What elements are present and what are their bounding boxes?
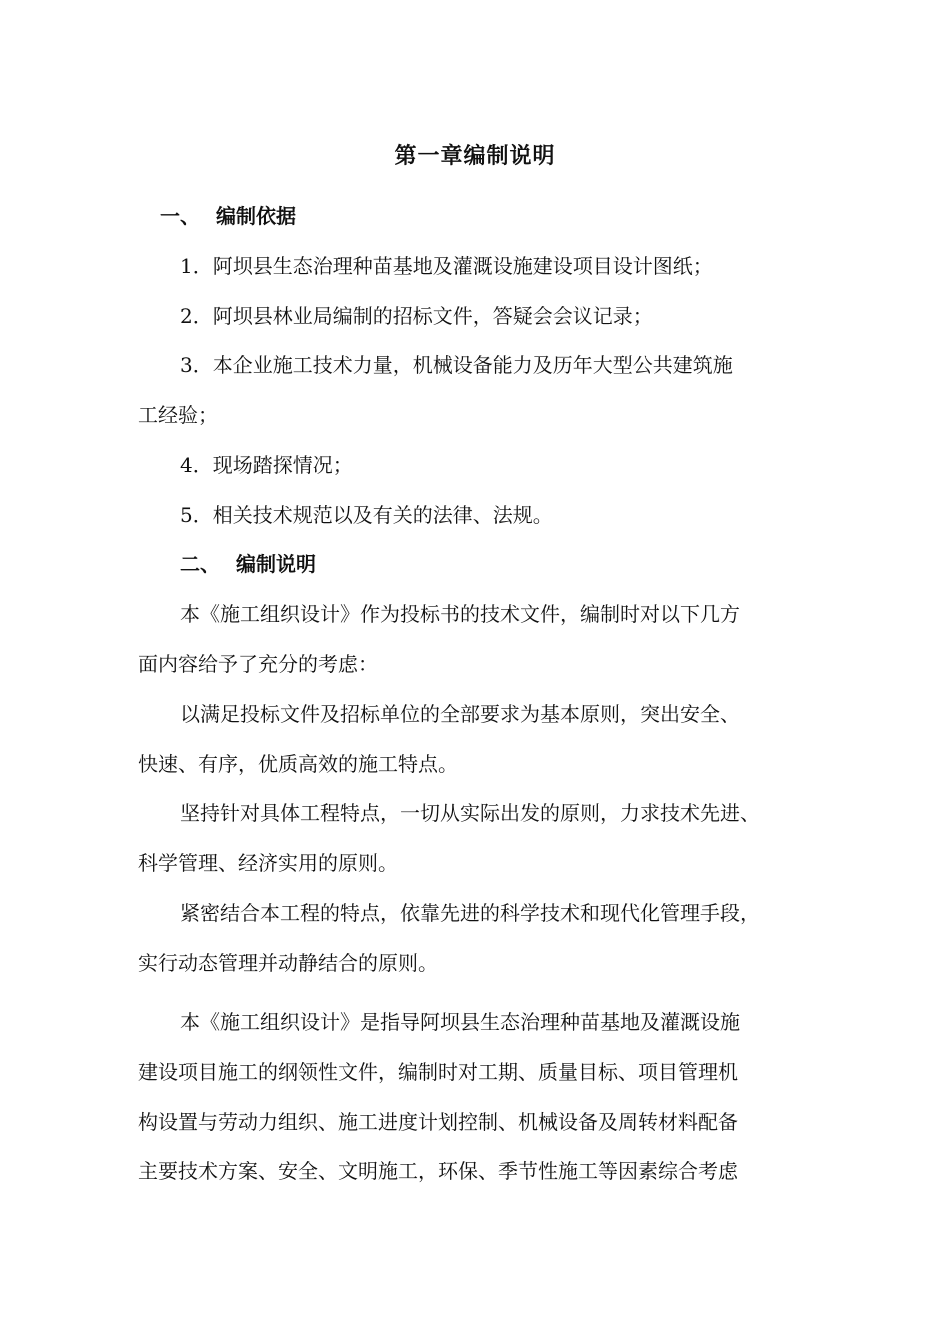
section-title: 编制依据 [216,204,296,228]
paragraph-line: 实行动态管理并动静结合的原则。 [138,951,438,975]
section-number: 一、 [160,204,200,228]
chapter-title: 第一章编制说明 [394,143,556,169]
paragraph-line: 快速、有序，优质高效的施工特点。 [138,752,458,776]
paragraph-line: 紧密结合本工程的特点，依靠先进的科学技术和现代化管理手段， [180,901,760,925]
paragraph-line: 以满足投标文件及招标单位的全部要求为基本原则，突出安全、 [180,702,740,726]
basis-item-1: 1．阿坝县生态治理种苗基地及灌溉设施建设项目设计图纸； [180,254,713,278]
section-title: 编制说明 [236,552,316,576]
section-number: 二、 [180,552,220,576]
paragraph-line: 面内容给予了充分的考虑： [138,652,378,676]
paragraph-line: 主要技术方案、安全、文明施工，环保、季节性施工等因素综合考虑 [138,1159,738,1183]
basis-item-5: 5．相关技术规范以及有关的法律、法规。 [180,503,553,527]
paragraph-line: 构设置与劳动力组织、施工进度计划控制、机械设备及周转材料配备 [138,1110,738,1134]
paragraph-line: 坚持针对具体工程特点，一切从实际出发的原则，力求技术先进、 [180,801,760,825]
paragraph-line: 本《施工组织设计》作为投标书的技术文件，编制时对以下几方 [180,602,740,626]
section-heading-explanation [180,549,880,579]
section-heading-basis [160,201,860,231]
paragraph-line: 建设项目施工的纲领性文件，编制时对工期、质量目标、项目管理机 [138,1060,738,1084]
basis-item-3-cont: 工经验； [138,403,218,427]
paragraph-line: 科学管理、经济实用的原则。 [138,851,398,875]
basis-item-2: 2．阿坝县林业局编制的招标文件，答疑会会议记录； [180,304,653,328]
basis-item-3: 3．本企业施工技术力量，机械设备能力及历年大型公共建筑施 [180,353,733,377]
paragraph-line: 本《施工组织设计》是指导阿坝县生态治理种苗基地及灌溉设施 [180,1010,740,1034]
basis-item-4: 4．现场踏探情况； [180,453,353,477]
